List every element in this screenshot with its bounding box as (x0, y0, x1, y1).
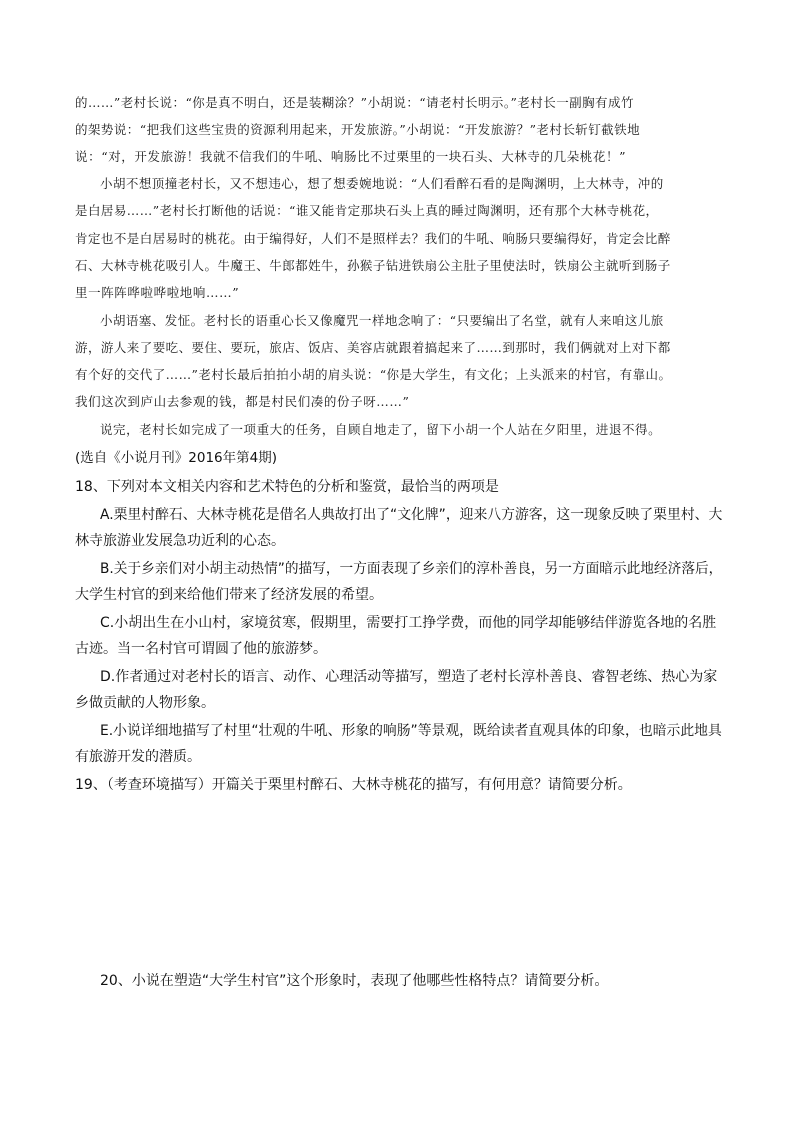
option-d-line: 乡做贡献的人物形象。 (75, 695, 215, 711)
story-line: 小胡语塞、发怔。老村长的语重心长又像魔咒一样地念响了：“只要编出了名堂，就有人来咱这儿旅 (100, 313, 664, 328)
story-line: 我们这次到庐山去参观的钱，都是村民们凑的份子呀……” (75, 394, 410, 409)
option-a-line: A.栗里村醉石、大林寺桃花是借名人典故打出了“文化牌”，迎来八方游客，这一现象反映了栗里村、大 (100, 507, 723, 523)
option-d-line: D.作者通过对老村长的语言、动作、心理活动等描写，塑造了老村长淳朴善良、睿智老练、热心为家 (100, 669, 718, 685)
story-line: 说完，老村长如完成了一项重大的任务，自顾自地走了，留下小胡一个人站在夕阳里，进退不得。 (100, 422, 662, 437)
story-line: 说：“对，开发旅游！我就不信我们的牛吼、响肠比不过栗里的一块石头、大林寺的几朵桃花！” (75, 149, 627, 164)
option-b-line: B.关于乡亲们对小胡主动热情”的描写，一方面表现了乡亲们的淳朴善良，另一方面暗示此地经济落后， (100, 561, 723, 577)
question-19: 19、（考查环境描写）开篇关于栗里村醉石、大林寺桃花的描写，有何用意？请简要分析。 (75, 777, 632, 793)
option-e-line: E.小说详细地描写了村里“壮观的牛吼、形象的响肠”等景观，既给读者直观具体的印象，也暗示此地具 (100, 723, 722, 739)
source-citation: (选自《小说月刊》2016年第4期) (75, 450, 277, 466)
story-line: 肯定也不是白居易时的桃花。由于编得好，人们不是照样去？我们的牛吼、响肠只要编得好，肯定会比醉 (75, 231, 671, 246)
story-line: 里一阵阵哗啦哗啦地响……” (75, 285, 240, 300)
option-c-line: 古迹。当一名村官可谓圆了他的旅游梦。 (75, 641, 327, 657)
option-e-line: 有旅游开发的潜质。 (75, 749, 201, 765)
story-line: 的……”老村长说：“你是真不明白，还是装糊涂？”小胡说：“请老村长明示。”老村长一副胸有成竹 (75, 95, 634, 110)
option-c-line: C.小胡出生在小山村，家境贫寒，假期里，需要打工挣学费，而他的同学却能够结伴游览各地的名胜 (100, 615, 717, 631)
option-b-line: 大学生村官的到来给他们带来了经济发展的希望。 (75, 587, 383, 603)
story-line: 石、大林寺桃花吸引人。牛魔王、牛郎都姓牛，孙猴子钻进铁扇公主肚子里使法时，铁扇公主就听到肠子 (75, 258, 671, 273)
option-a-line: 林寺旅游业发展急功近利的心态。 (75, 533, 285, 549)
story-line: 是白居易……”老村长打断他的话说：“谁又能肯定那块石头上真的睡过陶渊明，还有那个大林寺桃花， (75, 203, 659, 218)
question-stem: 18、下列对本文相关内容和艺术特色的分析和鉴赏，最恰当的两项是 (75, 479, 499, 495)
story-line: 有个好的交代了……”老村长最后拍拍小胡的肩头说：“你是大学生，有文化；上头派来的村官，有靠山。 (75, 367, 672, 382)
story-line: 游，游人来了要吃、要住、要玩，旅店、饭店、美容店就跟着搞起来了……到那时，我们俩就对上对下都 (75, 340, 671, 355)
question-20: 20、小说在塑造“大学生村官”这个形象时，表现了他哪些性格特点？请简要分析。 (100, 973, 609, 989)
story-line: 小胡不想顶撞老村长，又不想违心，想了想委婉地说：“人们看醉石看的是陶渊明，上大林寺，冲的 (100, 176, 664, 191)
story-line: 的架势说：“把我们这些宝贵的资源利用起来，开发旅游。”小胡说：“开发旅游？”老村长斩钉截铁地 (75, 122, 641, 137)
